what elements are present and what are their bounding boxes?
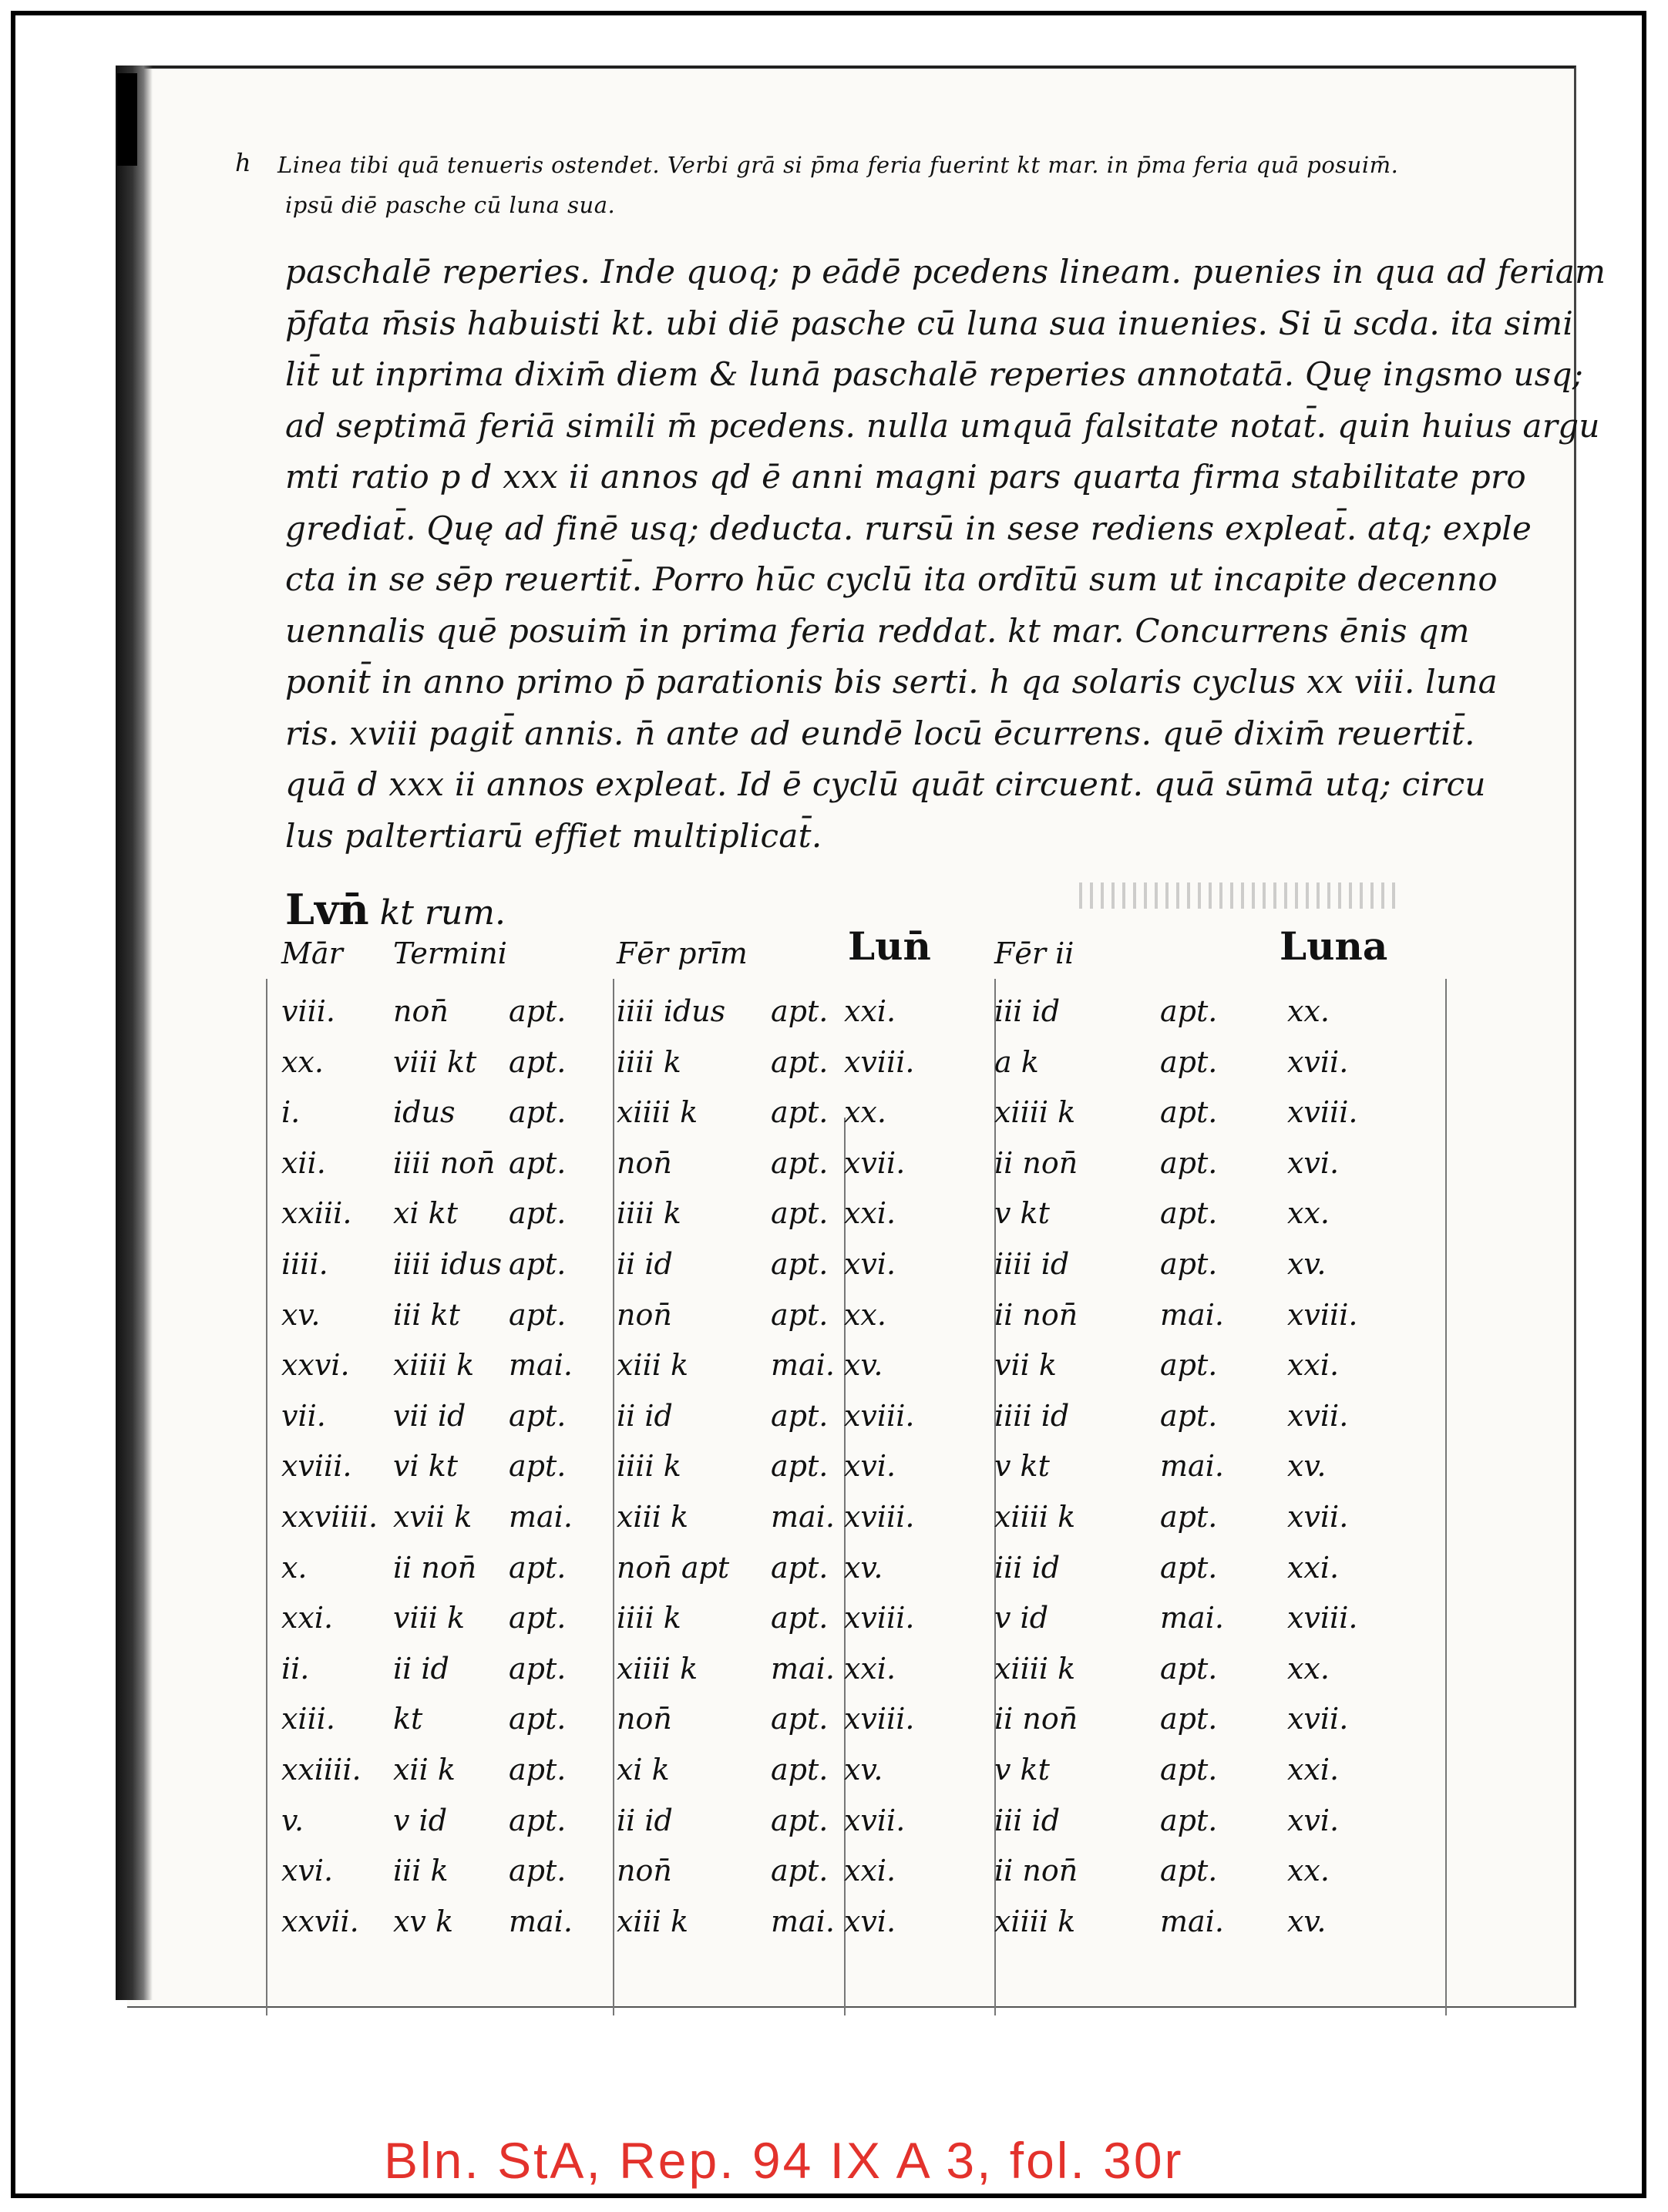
table-cell: ii id [617, 1803, 673, 1837]
text-line: quā d xxx ii annos expleat. Id ē cyclū quāt circuent. quā sūmā utq; circu [285, 765, 1486, 803]
table-row [277, 1595, 1457, 1646]
table-cell: xv. [844, 1550, 883, 1585]
table-cell: apt. [771, 1449, 829, 1484]
table-cell: apt. [1160, 1246, 1218, 1281]
binding-shadow [117, 73, 137, 166]
table-cell: apt. [509, 1752, 567, 1787]
table-cell: mai. [1160, 1904, 1224, 1938]
table-cell: xx. [281, 1044, 324, 1079]
table-row [277, 1696, 1457, 1746]
table-rule [266, 979, 267, 2015]
table-cell: a k [994, 1044, 1039, 1079]
text-line: ponit̄ in anno primo p̄ parationis bis serti. h qa solaris cyclus xx viii. luna [285, 663, 1498, 701]
marginal-gloss [231, 145, 1557, 225]
table-cell: iiii non̄ [393, 1145, 496, 1180]
text-line: grediat̄. Quę ad finē usq; deducta. rursū in sese rediens expleat̄. atq; exple [285, 509, 1532, 547]
computus-table [277, 988, 1457, 1948]
table-cell: xii. [281, 1145, 326, 1180]
table-cell: apt. [509, 1145, 567, 1180]
table-cell: xxi. [281, 1601, 334, 1635]
table-cell: apt. [509, 994, 567, 1028]
table-cell: apt. [771, 1601, 829, 1635]
table-cell: apt. [509, 1550, 567, 1585]
table-cell: xiiii k [617, 1095, 698, 1130]
table-cell: xviii. [1287, 1297, 1358, 1332]
table-cell: apt. [771, 1196, 829, 1231]
table-cell: v kt [994, 1196, 1050, 1231]
table-cell: apt. [771, 1145, 829, 1180]
table-cell: apt. [509, 1601, 567, 1635]
table-cell: xxiiii. [281, 1752, 362, 1787]
table-cell: iiii idus [393, 1246, 503, 1281]
table-cell: xviii. [844, 1398, 915, 1433]
text-line: lit̄ ut inprima dixim̄ diem & lunā paschalē reperies annotatā. Quę ingsmo usq; [285, 355, 1584, 393]
table-cell: xviii. [281, 1449, 352, 1484]
text-line: uennalis quē posuim̄ in prima feria reddat. kt mar. Concurrens ēnis qm [285, 611, 1470, 650]
table-heading [285, 885, 506, 934]
text-line: mti ratio p d xxx ii annos qd ē anni magni pars quarta firma stabilitate pro [285, 458, 1527, 496]
table-cell: apt. [771, 1854, 829, 1888]
table-cell: apt. [509, 1095, 567, 1130]
table-cell: non̄ [617, 1702, 672, 1736]
table-cell: iiii k [617, 1601, 681, 1635]
table-row [277, 1039, 1457, 1090]
table-cell: apt. [509, 1702, 567, 1736]
table-cell: xviii. [844, 1499, 915, 1534]
table-cell: xviii. [844, 1702, 915, 1736]
binding-edge [116, 66, 153, 2000]
table-cell: apt. [509, 1449, 567, 1484]
table-cell: non̄ apt [617, 1550, 730, 1585]
table-cell: mai. [1160, 1449, 1224, 1484]
table-cell: iiii k [617, 1449, 681, 1484]
col-header: Fēr prīm [617, 936, 748, 970]
table-cell: i. [281, 1095, 301, 1130]
table-cell: mai. [771, 1499, 835, 1534]
table-cell: apt. [771, 1550, 829, 1585]
table-cell: iiii k [617, 1196, 681, 1231]
table-cell: x. [281, 1550, 308, 1585]
table-cell: ii id [617, 1246, 673, 1281]
table-cell: xv. [281, 1297, 321, 1332]
table-row [277, 1646, 1457, 1696]
gloss-line: Linea tibi quā tenueris ostendet. Verbi grā si p̄ma feria fuerint kt mar. in p̄ma feria quā posuim̄. [277, 152, 1399, 178]
table-row [277, 1847, 1457, 1898]
gloss-line: ipsū diē pasche cū luna sua. [285, 192, 616, 218]
table-cell: apt. [509, 1297, 567, 1332]
table-cell: iiii idus [617, 994, 726, 1028]
table-cell: apt. [509, 1246, 567, 1281]
table-row [277, 1292, 1457, 1343]
table-row [277, 1140, 1457, 1191]
table-cell: xx. [1287, 994, 1330, 1028]
table-cell: apt. [509, 1398, 567, 1433]
table-cell: xx. [844, 1297, 886, 1332]
table-cell: kt [393, 1702, 423, 1736]
table-cell: non̄ [617, 1145, 672, 1180]
table-cell: xvi. [1287, 1145, 1340, 1180]
table-cell: xvi. [844, 1904, 896, 1938]
table-cell: apt. [1160, 1348, 1218, 1383]
table-cell: apt. [1160, 1398, 1218, 1433]
table-cell: v. [281, 1803, 304, 1837]
table-cell: mai. [1160, 1297, 1224, 1332]
table-cell: xvii. [844, 1803, 906, 1837]
table-cell: ii non̄ [994, 1297, 1078, 1332]
table-cell: v id [994, 1601, 1049, 1635]
table-cell: xxvi. [281, 1348, 350, 1383]
table-cell: apt. [509, 1854, 567, 1888]
table-row [277, 1494, 1457, 1545]
table-cell: xxi. [1287, 1348, 1340, 1383]
table-cell: apt. [1160, 1803, 1218, 1837]
table-cell: xvii. [1287, 1398, 1349, 1433]
table-cell: ii id [393, 1651, 449, 1686]
table-cell: xviii. [1287, 1601, 1358, 1635]
table-cell: v kt [994, 1449, 1050, 1484]
table-cell: apt. [509, 1651, 567, 1686]
table-cell: xv. [844, 1348, 883, 1383]
table-cell: iii k [393, 1854, 449, 1888]
table-cell: iiii id [994, 1398, 1070, 1433]
table-heading-text: kt rum. [368, 893, 506, 933]
table-cell: iii id [994, 1550, 1061, 1585]
table-cell: xiii. [281, 1702, 335, 1736]
table-cell: apt. [1160, 1499, 1218, 1534]
table-row [277, 1443, 1457, 1494]
text-line: lus paltertiarū effiet multiplicat̄. [285, 816, 822, 855]
table-cell: xxi. [1287, 1550, 1340, 1585]
table-cell: xxi. [844, 1651, 896, 1686]
table-cell: xxviiii. [281, 1499, 378, 1534]
table-cell: xv. [1287, 1449, 1327, 1484]
table-cell: v kt [994, 1752, 1050, 1787]
col-header: Lun̄ [848, 923, 931, 969]
table-row [277, 1190, 1457, 1241]
text-line: cta in se sēp reuertit̄. Porro hūc cyclū ita ordītū sum ut incapite decenno [285, 560, 1498, 598]
table-cell: xiiii k [994, 1095, 1076, 1130]
table-cell: apt. [771, 1398, 829, 1433]
table-cell: apt. [1160, 1752, 1218, 1787]
table-cell: non̄ [617, 1854, 672, 1888]
table-row [277, 1342, 1457, 1393]
shelfmark-annotation: Bln. StA, Rep. 94 IX A 3, fol. 30r [384, 2132, 1184, 2189]
table-cell: iiii k [617, 1044, 681, 1079]
table-heading-initial: Lvn̄ [285, 885, 369, 934]
table-row [277, 1393, 1457, 1444]
table-cell: mai. [1160, 1601, 1224, 1635]
table-cell: xx. [1287, 1651, 1330, 1686]
table-cell: apt. [1160, 1044, 1218, 1079]
table-cell: xvii. [1287, 1499, 1349, 1534]
table-row [277, 1898, 1457, 1949]
table-cell: apt. [509, 1803, 567, 1837]
table-cell: xxi. [844, 1854, 896, 1888]
table-cell: xvii k [393, 1499, 472, 1534]
text-line: ad septimā feriā simili m̄ pcedens. nulla umquā falsitate notat̄. quin huius argu [285, 406, 1600, 445]
table-cell: apt. [1160, 1651, 1218, 1686]
col-header: Mār [281, 936, 343, 970]
table-cell: xvii. [1287, 1044, 1349, 1079]
table-cell: xiiii k [994, 1499, 1076, 1534]
table-cell: apt. [1160, 1854, 1218, 1888]
table-cell: xxi. [844, 994, 896, 1028]
table-cell: xiii k [617, 1348, 688, 1383]
table-cell: apt. [771, 1297, 829, 1332]
table-cell: apt. [771, 1246, 829, 1281]
col-header: Luna [1280, 923, 1388, 969]
table-cell: xvi. [281, 1854, 334, 1888]
table-cell: xi kt [393, 1196, 458, 1231]
table-cell: mai. [509, 1499, 573, 1534]
table-cell: apt. [1160, 1095, 1218, 1130]
table-cell: apt. [509, 1044, 567, 1079]
table-cell: vii. [281, 1398, 326, 1433]
main-text [285, 247, 1606, 862]
table-cell: mai. [509, 1904, 573, 1938]
table-cell: xiii k [617, 1499, 688, 1534]
table-cell: xvii. [844, 1145, 906, 1180]
table-cell: vii k [994, 1348, 1057, 1383]
table-cell: apt. [1160, 994, 1218, 1028]
table-cell: xiiii k [994, 1651, 1076, 1686]
table-cell: iii id [994, 994, 1061, 1028]
table-cell: xiiii k [393, 1348, 475, 1383]
table-cell: apt. [771, 1095, 829, 1130]
table-cell: mai. [771, 1904, 835, 1938]
table-cell: xv k [393, 1904, 454, 1938]
table-cell: xxiii. [281, 1196, 352, 1231]
table-cell: xv. [844, 1752, 883, 1787]
table-row [277, 1797, 1457, 1848]
table-cell: apt. [771, 994, 829, 1028]
table-cell: xvi. [1287, 1803, 1340, 1837]
table-row [277, 988, 1457, 1039]
table-cell: non̄ [393, 994, 449, 1028]
table-cell: ii non̄ [994, 1145, 1078, 1180]
table-cell: mai. [509, 1348, 573, 1383]
text-line: paschalē reperies. Inde quoq; p eādē pcedens lineam. puenies in qua ad feriam [285, 253, 1606, 291]
table-cell: vi kt [393, 1449, 458, 1484]
gloss-mark: h [235, 148, 251, 177]
table-cell: apt. [1160, 1702, 1218, 1736]
table-cell: ii non̄ [994, 1854, 1078, 1888]
col-header: Fēr ii [994, 936, 1074, 970]
table-cell: iiii. [281, 1246, 328, 1281]
text-line: ris. xviii pagit̄ annis. n̄ ante ad eundē locū ēcurrens. quē dixim̄ reuertit̄. [285, 714, 1475, 752]
table-cell: iiii id [994, 1246, 1070, 1281]
table-row [277, 1545, 1457, 1595]
table-cell: xviii. [1287, 1095, 1358, 1130]
table-cell: xi k [617, 1752, 670, 1787]
table-cell: apt. [509, 1196, 567, 1231]
table-cell: xvi. [844, 1246, 896, 1281]
table-cell: viii kt [393, 1044, 477, 1079]
table-cell: viii k [393, 1601, 466, 1635]
table-cell: non̄ [617, 1297, 672, 1332]
table-cell: mai. [771, 1651, 835, 1686]
table-cell: xvi. [844, 1449, 896, 1484]
table-cell: xvii. [1287, 1702, 1349, 1736]
table-cell: apt. [1160, 1196, 1218, 1231]
page-stain [1079, 882, 1403, 909]
table-cell: ii non̄ [994, 1702, 1078, 1736]
table-cell: apt. [1160, 1145, 1218, 1180]
table-cell: xviii. [844, 1601, 915, 1635]
table-cell: xxi. [1287, 1752, 1340, 1787]
table-cell: apt. [771, 1044, 829, 1079]
table-cell: ii id [617, 1398, 673, 1433]
table-cell: apt. [771, 1803, 829, 1837]
table-cell: apt. [771, 1702, 829, 1736]
table-cell: apt. [1160, 1550, 1218, 1585]
table-cell: xx. [1287, 1854, 1330, 1888]
table-row [277, 1746, 1457, 1797]
table-cell: vii id [393, 1398, 466, 1433]
table-cell: xv. [1287, 1904, 1327, 1938]
table-cell: ii non̄ [393, 1550, 477, 1585]
col-header: Termini [393, 936, 507, 970]
table-cell: xx. [844, 1095, 886, 1130]
table-cell: xiiii k [617, 1651, 698, 1686]
table-cell: idus [393, 1095, 456, 1130]
table-cell: iii id [994, 1803, 1061, 1837]
table-cell: xiiii k [994, 1904, 1076, 1938]
table-row [277, 1089, 1457, 1140]
table-row [277, 1241, 1457, 1292]
table-cell: xii k [393, 1752, 456, 1787]
table-cell: v id [393, 1803, 448, 1837]
text-line: p̄fata m̄sis habuisti kt. ubi diē pasche cū luna sua inuenies. Si ū scda. ita simi [285, 304, 1574, 342]
table-cell: mai. [771, 1348, 835, 1383]
table-cell: xiii k [617, 1904, 688, 1938]
table-cell: xxi. [844, 1196, 896, 1231]
table-cell: apt. [771, 1752, 829, 1787]
table-cell: xxvii. [281, 1904, 359, 1938]
table-cell: xv. [1287, 1246, 1327, 1281]
table-cell: xx. [1287, 1196, 1330, 1231]
table-cell: viii. [281, 994, 336, 1028]
table-cell: iii kt [393, 1297, 460, 1332]
table-cell: ii. [281, 1651, 310, 1686]
table-cell: xviii. [844, 1044, 915, 1079]
